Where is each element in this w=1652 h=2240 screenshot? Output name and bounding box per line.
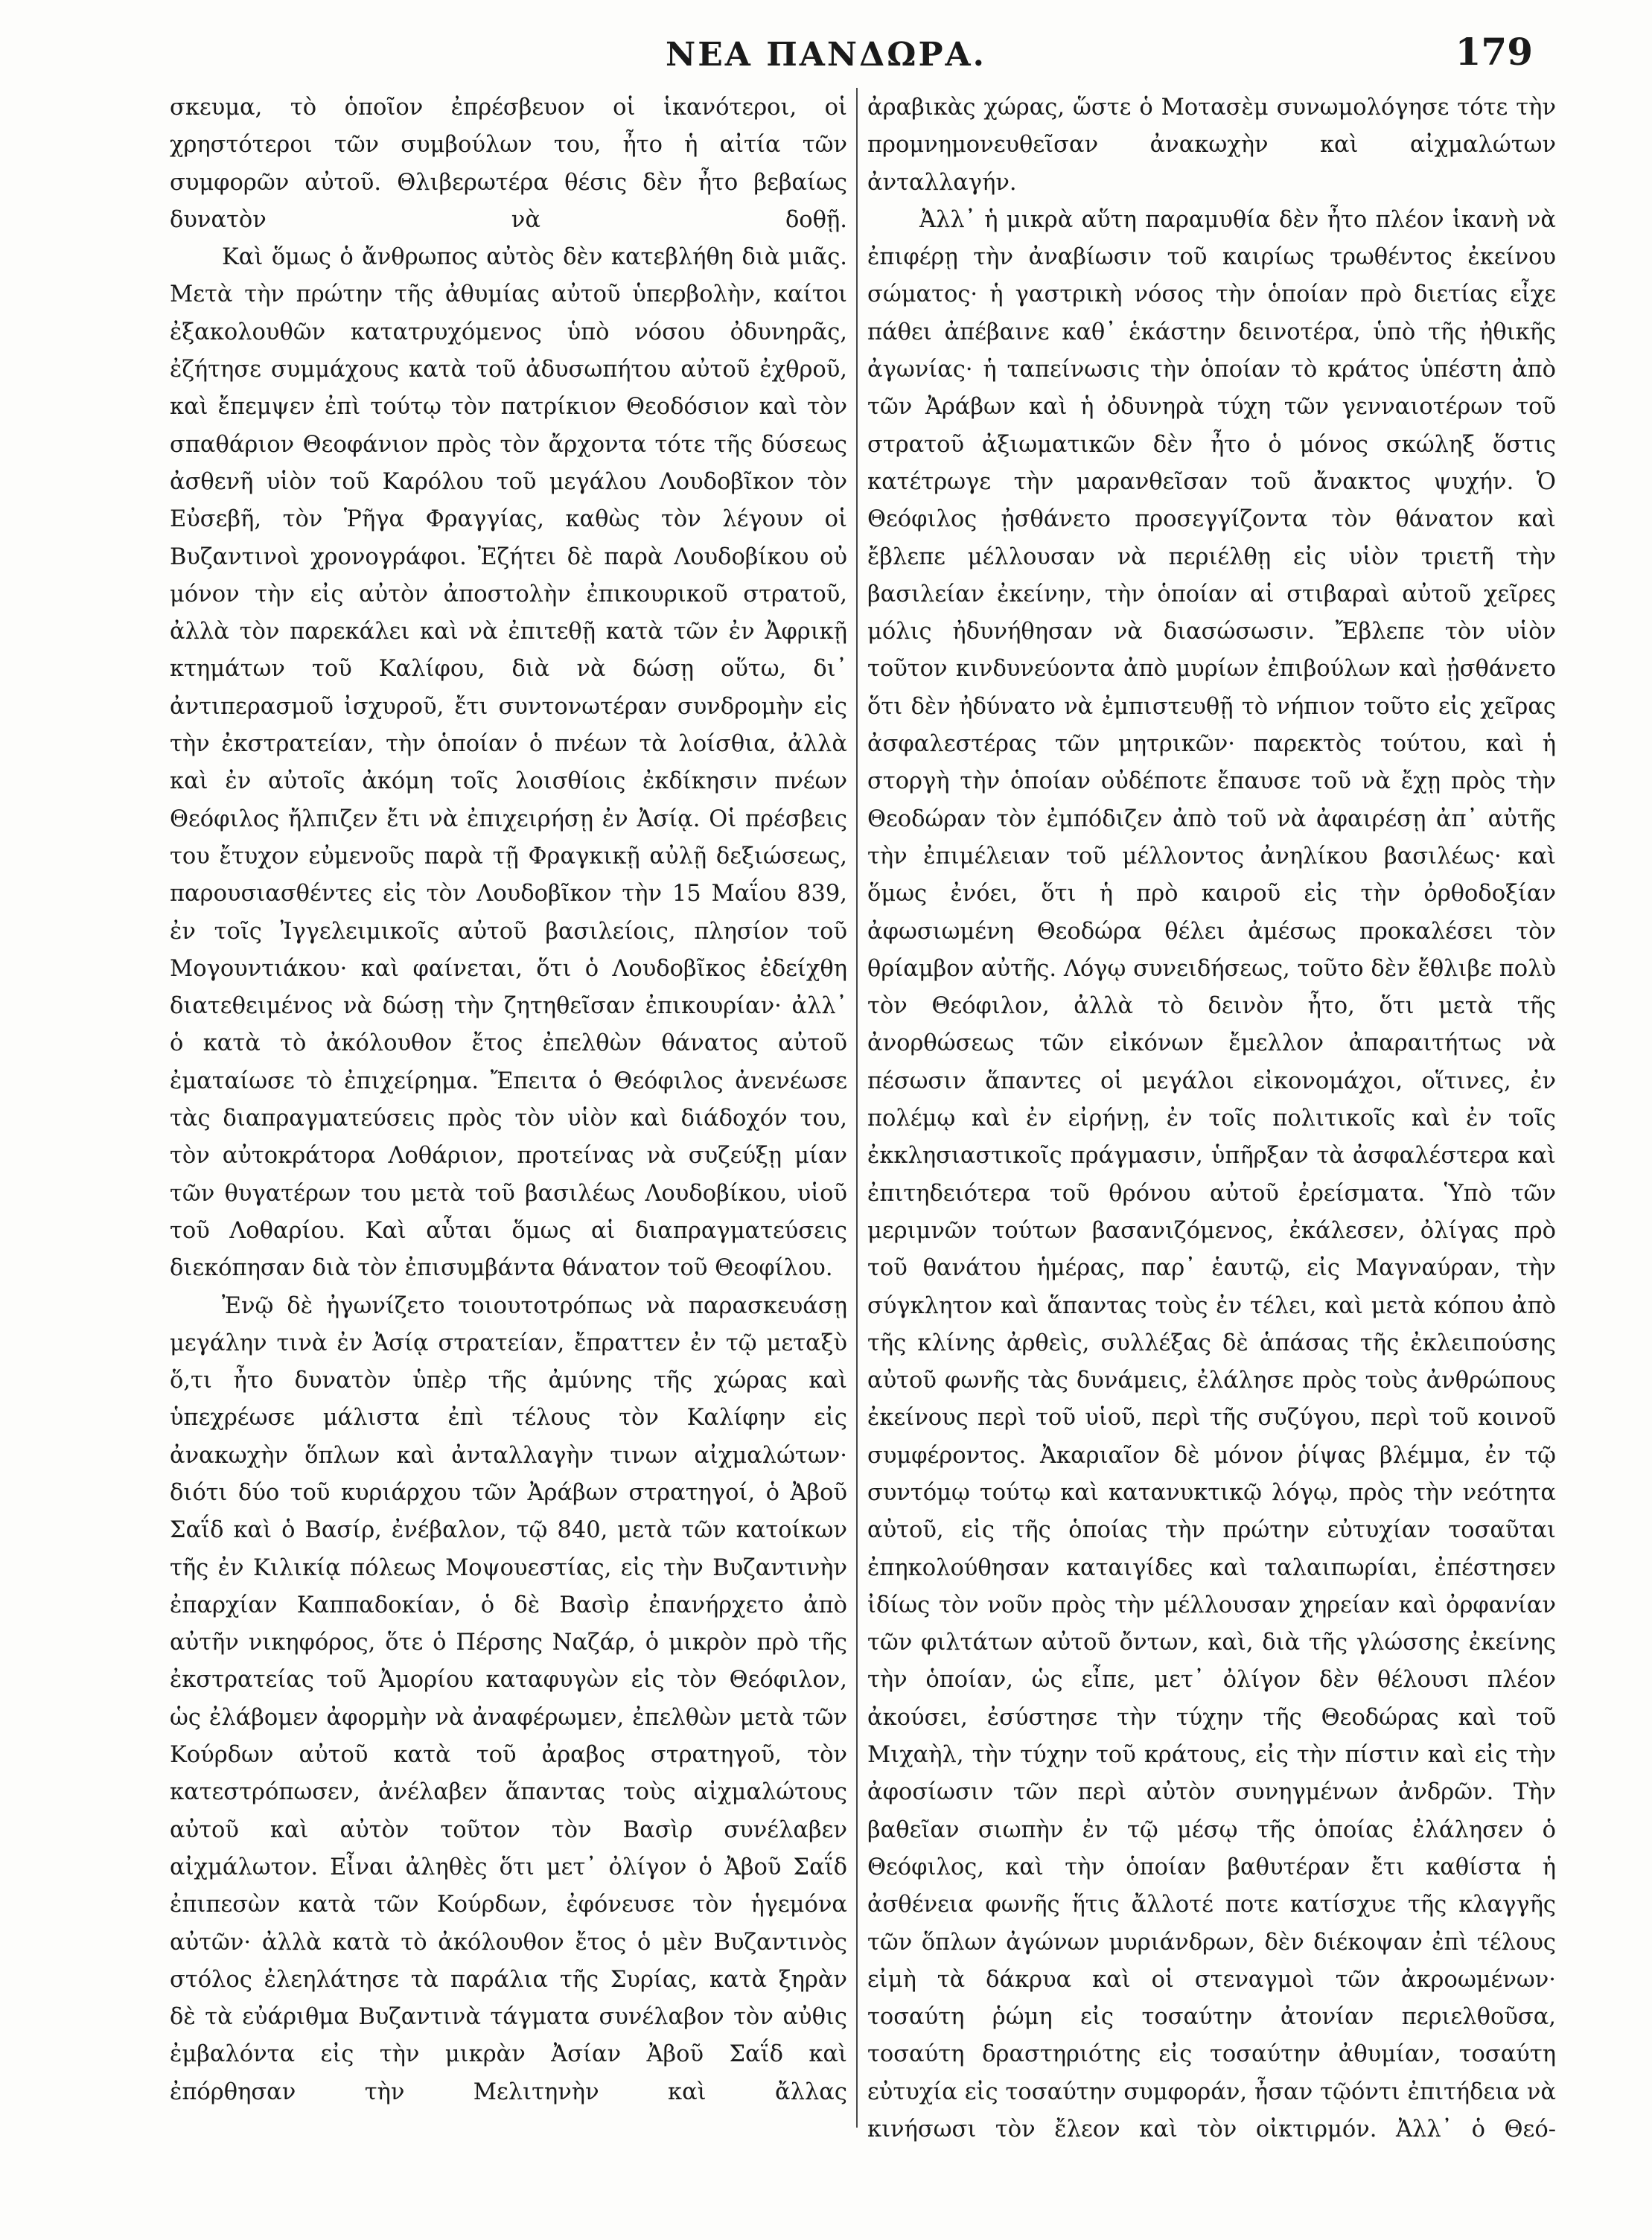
left-paragraph-3: Ἐνῷ δὲ ἠγωνίζετο τοιουτοτρόπως νὰ παρασκευάσῃ μεγάλην τινὰ ἐν Ἀσίᾳ στρατείαν, ἔπραττεν ἐν τῷ μεταξὺ ὅ,τι ἦτο δυνατὸν ὑπὲρ τῆς ἀμύνης τῆς χώρας καὶ ὑπεχρέωσε μάλιστα ἐπὶ τέλους τὸν Καλίφην εἰς ἀνακωχὴν ὅπλων καὶ ἀνταλλαγὴν τινων αἰχμαλώτων· διότι δύο τοῦ κυριάρχου τῶν Ἀράβων στρατηγοί, ὁ Ἀβοῦ Σαΐδ καὶ ὁ Βασίρ, ἐνέβαλον, τῷ 840, μετὰ τῶν κατοίκων τῆς ἐν Κιλικίᾳ πόλεως Μοψουεστίας, εἰς τὴν Βυζαντινὴν ἐπαρχίαν Καππαδοκίαν, ὁ δὲ Βασὶρ ἐπανήρχετο ἀπὸ αὐτῆν νικηφόρος, ὅτε ὁ Πέρσης Ναζάρ, ὁ μικρὸν πρὸ τῆς ἐκστρατείας τοῦ Ἀμορίου καταφυγὼν εἰς τὸν Θεόφιλον, ὡς ἐλάβομεν ἀφορμὴν νὰ ἀναφέρωμεν, ἐπελθὼν μετὰ τῶν Κούρδων αὐτοῦ κατὰ τοῦ ἀραβος στρατηγοῦ, τὸν κατεστρόπωσεν, ἀνέλαβεν ἅπαντας τοὺς αἰχμαλώτους αὐτοῦ καὶ αὐτὸν τοῦτον τὸν Βασὶρ συνέλαβεν αἰχμάλωτον. Εἶναι ἀληθὲς ὅτι μετ᾽ ὀλίγον ὁ Ἀβοῦ Σαΐδ ἐπιπεσὼν κατὰ τῶν Κούρδων, ἐφόνευσε τὸν ἡγεμόνα αὐτῶν· ἀλλὰ κατὰ τὸ ἀκόλουθον ἔτος ὁ μὲν Βυζαντινὸς στόλος ἐλεηλάτησε τὰ παράλια τῆς Συρίας, κατὰ ξηρὰν δὲ τὰ εὐάριθμα Βυζαντινὰ τάγματα συνέλαβον τὸν αὐθις ἐμβαλόντα εἰς τὴν μικρὰν Ἀσίαν Ἀβοῦ Σαΐδ καὶ ἐπόρθησαν τὴν Μελιτηνὴν καὶ ἄλλας [170,1292,847,2105]
right-column [867,89,1556,2148]
left-paragraph-1: σκευμα, τὸ ὁποῖον ἐπρέσβευον οἱ ἱκανότεροι, οἱ χρηστότεροι τῶν συμβούλων του, ἦτο ἡ αἰτία τῶν συμφορῶν αὐτοῦ. Θλιβερωτέρα θέσις δὲν ἦτο βεβαίως δυνατὸν νὰ δοθῇ. [170,95,847,233]
column-divider [856,88,858,2128]
left-paragraph-2: Καὶ ὅμως ὁ ἄνθρωπος αὐτὸς δὲν κατεβλήθη διὰ μιᾶς. Μετὰ τὴν πρώτην τῆς ἀθυμίας αὐτοῦ ὑπερβολὴν, καίτοι ἐξακολουθῶν κατατρυχόμενος ὑπὸ νόσου ὀδυνηρᾶς, ἐζήτησε συμμάχους κατὰ τοῦ ἀδυσωπήτου αὐτοῦ ἐχθροῦ, καὶ ἔπεμψεν ἐπὶ τούτῳ τὸν πατρίκιον Θεοδόσιον καὶ τὸν σπαθάριον Θεοφάνιον πρὸς τὸν ἄρχοντα τότε τῆς δύσεως ἀσθενῆ υἱὸν τοῦ Καρόλου τοῦ μεγάλου Λουδοβῖκον τὸν Εὐσεβῆ, τὸν Ῥῆγα Φραγγίας, καθὼς τὸν λέγουν οἱ Βυζαντινοὶ χρονογράφοι. Ἐζήτει δὲ παρὰ Λουδοβίκου οὐ μόνον τὴν εἰς αὐτὸν ἀποστολὴν ἐπικουρικοῦ στρατοῦ, ἀλλὰ τὸν παρεκάλει καὶ νὰ ἐπιτεθῇ κατὰ τῶν ἐν Ἀφρικῇ κτημάτων τοῦ Καλίφου, διὰ νὰ δώσῃ οὕτω, δι᾽ ἀντιπερασμοῦ ἰσχυροῦ, ἔτι συντονωτέραν συνδρομὴν εἰς τὴν ἐκστρατείαν, τὴν ὁποίαν ὁ πνέων τὰ λοίσθια, ἀλλὰ καὶ ἐν αὐτοῖς ἀκόμη τοῖς λοισθίοις ἐκδίκησιν πνέων Θεόφιλος ἤλπιζεν ἔτι νὰ ἐπιχειρήσῃ ἐν Ἀσίᾳ. Οἱ πρέσβεις του ἔτυχον εὐμενοῦς παρὰ τῇ Φραγκικῇ αὐλῇ δεξιώσεως, παρουσιασθέντες εἰς τὸν Λουδοβῖκον τὴν 15 Μαΐου 839, ἐν τοῖς Ἰγγελειμικοῖς αὐτοῦ βασιλείοις, πλησίον τοῦ Μογουντιάκου· καὶ φαίνεται, ὅτι ὁ Λουδοβῖκος ἐδείχθη διατεθειμένος νὰ δώσῃ τὴν ζητηθεῖσαν ἐπικουρίαν· ἀλλ᾽ ὁ κατὰ τὸ ἀκόλουθον ἔτος ἐπελθὼν θάνατος αὐτοῦ ἐματαίωσε τὸ ἐπιχείρημα. Ἔπειτα ὁ Θεόφιλος ἀνενέωσε τὰς διαπραγματεύσεις πρὸς τὸν υἱὸν καὶ διάδοχόν του, τὸν αὐτοκράτορα Λοθάριον, προτείνας νὰ συζεύξῃ μίαν τῶν θυγατέρων του μετὰ τοῦ βασιλέως Λουδοβίκου, υἱοῦ τοῦ Λοθαρίου. Καὶ αὗται ὅμως αἱ διαπραγματεύσεις διεκόπησαν διὰ τὸν ἐπισυμβάντα θάνατον τοῦ Θεοφίλου. [170,244,847,1282]
running-head [0,30,1652,74]
left-column [170,89,847,2111]
right-paragraph-1: ἀραβικὰς χώρας, ὥστε ὁ Μοτασὲμ συνωμολόγησε τότε τὴν προμνημονευθεῖσαν ἀνακωχὴν καὶ αἰχμαλώτων ἀνταλλαγήν. [867,95,1556,196]
right-paragraph-2: Ἀλλ᾽ ἡ μικρὰ αὕτη παραμυθία δὲν ἦτο πλέον ἱκανὴ νὰ ἐπιφέρῃ τὴν ἀναβίωσιν τοῦ καιρίως τρωθέντος ἐκείνου σώματος· ἡ γαστρικὴ νόσος τὴν ὁποίαν πρὸ διετίας εἶχε πάθει ἀπέβαινε καθ᾽ ἑκάστην δεινοτέρα, ὑπὸ τῆς ἠθικῆς ἀγωνίας· ἡ ταπείνωσις τὴν ὁποίαν τὸ κράτος ὑπέστη ἀπὸ τῶν Ἀράβων καὶ ἡ ὀδυνηρὰ τύχη τῶν γενναιοτέρων τοῦ στρατοῦ ἀξιωματικῶν δὲν ἦτο ὁ μόνος σκώληξ ὅστις κατέτρωγε τὴν μαρανθεῖσαν τοῦ ἄνακτος ψυχήν. Ὁ Θεόφιλος ᾐσθάνετο προσεγγίζοντα τὸν θάνατον καὶ ἔβλεπε μέλλουσαν νὰ περιέλθῃ εἰς υἱὸν τριετῆ τὴν βασιλείαν ἐκείνην, τὴν ὁποίαν αἱ στιβαραὶ αὐτοῦ χεῖρες μόλις ἠδυνήθησαν νὰ διασώσωσιν. Ἔβλεπε τὸν υἱὸν τοῦτον κινδυνεύοντα ἀπὸ μυρίων ἐπιβούλων καὶ ᾐσθάνετο ὅτι δὲν ἠδύνατο νὰ ἐμπιστευθῇ τὸ νήπιον τοῦτο εἰς χεῖρας ἀσφαλεστέρας τῶν μητρικῶν· παρεκτὸς τούτου, καὶ ἡ στοργὴ τὴν ὁποίαν οὐδέποτε ἔπαυσε τοῦ νὰ ἔχῃ πρὸς τὴν Θεοδώραν τὸν ἐμπόδιζεν ἀπὸ τοῦ νὰ ἀφαιρέσῃ ἀπ᾽ αὐτῆς τὴν ἐπιμέλειαν τοῦ μέλλοντος ἀνηλίκου βασιλέως· καὶ ὅμως ἐνόει, ὅτι ἡ πρὸ καιροῦ εἰς τὴν ὀρθοδοξίαν ἀφωσιωμένη Θεοδώρα θέλει ἀμέσως προκαλέσει τὸν θρίαμβον αὐτῆς. Λόγῳ συνειδήσεως, τοῦτο δὲν ἔθλιβε πολὺ τὸν Θεόφιλον, ἀλλὰ τὸ δεινὸν ἦτο, ὅτι μετὰ τῆς ἀνορθώσεως τῶν εἰκόνων ἔμελλον ἀπαραιτήτως νὰ πέσωσιν ἅπαντες οἱ μεγάλοι εἰκονομάχοι, οἵτινες, ἐν πολέμῳ καὶ ἐν εἰρήνῃ, ἐν τοῖς πολιτικοῖς καὶ ἐν τοῖς ἐκκλησιαστικοῖς πράγμασιν, ὑπῆρξαν τὰ ἀσφαλέστερα καὶ ἐπιτηδειότερα τοῦ θρόνου αὐτοῦ ἐρείσματα. Ὑπὸ τῶν μεριμνῶν τούτων βασανιζόμενος, ἐκάλεσεν, ὀλίγας πρὸ τοῦ θανάτου ἡμέρας, παρ᾽ ἑαυτῷ, εἰς Μαγναύραν, τὴν σύγκλητον καὶ ἅπαντας τοὺς ἐν τέλει, καὶ μετὰ κόπου ἀπὸ τῆς κλίνης ἀρθεὶς, συλλέξας δὲ ἁπάσας τῆς ἐκλειπούσης αὐτοῦ φωνῆς τὰς δυνάμεις, ἐλάλησε πρὸς τοὺς ἀνθρώπους ἐκείνους περὶ τοῦ υἱοῦ, περὶ τῆς συζύγου, περὶ τοῦ κοινοῦ συμφέροντος. Ἀκαριαῖον δὲ μόνον ῥίψας βλέμμα, ἐν τῷ συντόμῳ τούτῳ καὶ κατανυκτικῷ λόγῳ, πρὸς τὴν νεότητα αὐτοῦ, εἰς τῆς ὁποίας τὴν πρώτην εὐτυχίαν τοσαῦται ἐπηκολούθησαν καταιγίδες καὶ ταλαιπωρίαι, ἐπέστησεν ἰδίως τὸν νοῦν πρὸς τὴν μέλλουσαν χηρείαν καὶ ὀρφανίαν τῶν φιλτάτων αὐτοῦ ὄντων, καὶ, διὰ τῆς γλώσσης ἐκείνης τὴν ὁποίαν, ὡς εἶπε, μετ᾽ ὀλίγον δὲν θέλουσι πλέον ἀκούσει, ἐσύστησε τὴν τύχην τῆς Θεοδώρας καὶ τοῦ Μιχαὴλ, τὴν τύχην τοῦ κράτους, εἰς τὴν πίστιν καὶ εἰς τὴν ἀφοσίωσιν τῶν περὶ αὐτὸν συνηγμένων ἀνδρῶν. Τὴν βαθεῖαν σιωπὴν ἐν τῷ μέσῳ τῆς ὁποίας ἐλάλησεν ὁ Θεόφιλος, καὶ τὴν ὁποίαν βαθυτέραν ἔτι καθίστα ἡ ἀσθένεια φωνῆς ἥτις ἄλλοτέ ποτε κατίσχυε τῆς κλαγγῆς τῶν ὅπλων ἀγώνων μυριάνδρων, δὲν διέκοψαν ἐπὶ τέλους εἰμὴ τὰ δάκρυα καὶ οἱ στεναγμοὶ τῶν ἀκροωμένων· τοσαύτη ῥώμη εἰς τοσαύτην ἀτονίαν περιελθοῦσα, τοσαύτη δραστηριότης εἰς τοσαύτην ἀθυμίαν, τοσαύτη εὐτυχία εἰς τοσαύτην συμφοράν, ἦσαν τῷόντι ἐπιτήδεια νὰ κινήσωσι τὸν ἔλεον καὶ τὸν οἰκτιρμόν. Ἀλλ᾽ ὁ Θεό- [867,206,1556,2143]
page-number: 179 [1455,30,1533,74]
running-title: ΝΕΑ ΠΑΝΔΩΡΑ. [666,36,986,74]
